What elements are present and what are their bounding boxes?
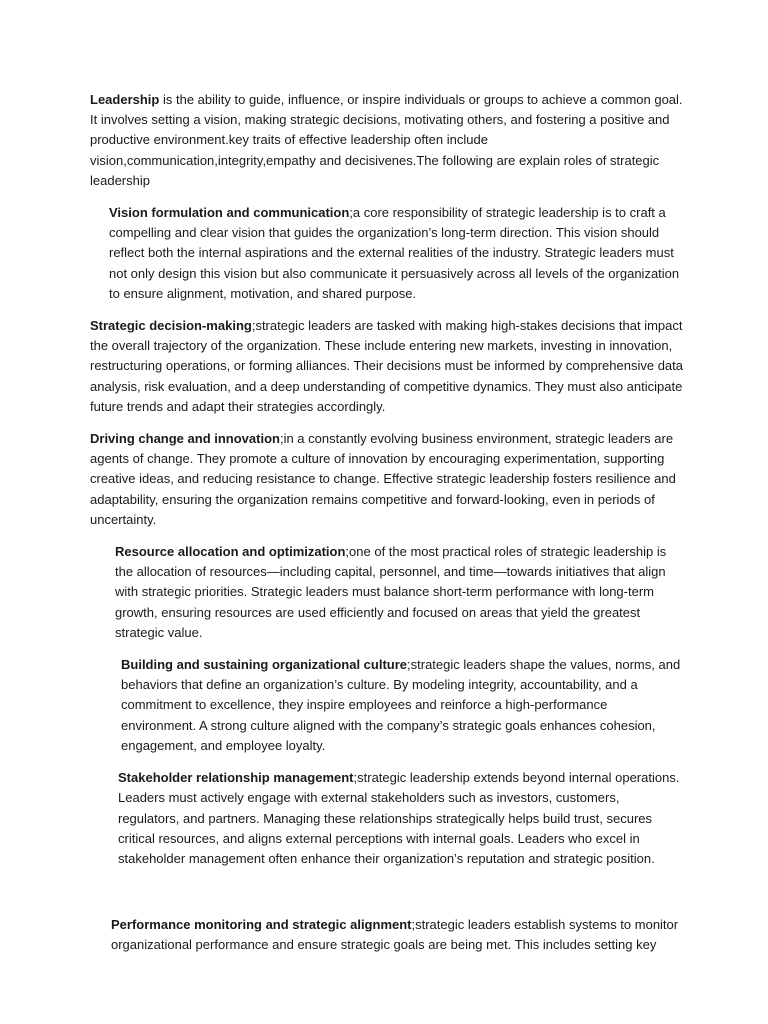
term-stakeholder-management: Stakeholder relationship management [118,770,354,786]
term-organizational-culture: Building and sustaining organizational culture [121,657,408,673]
paragraph-body: ;strategic leaders establish systems to monitor organizational performance and ensure strategic goals are being met. This includes setting key [111,917,679,953]
paragraph-body: ;strategic leaders are tasked with making high-stakes decisions that impact the overall trajectory of the organization. These include entering new markets, investing in innovation, restructuring operations, or forming alliances. Their decisions must be informed by comprehensive data analysis, risk evaluation, and a deep understanding of competitive dynamics. They must also anticipate future trends and adapt their strategies accordingly. [90,318,683,414]
term-strategic-decision-making: Strategic decision-making [90,318,252,334]
paragraph-body: ;strategic leadership extends beyond internal operations. Leaders must actively engage with external stakeholders such as investors, customers, regulators, and partners. Managing these relationships strategically helps build trust, secures critical resources, and aligns external perceptions with internal goals. Leaders who excel in stakeholder management often enhance their organization’s reputation and strategic position. [118,770,680,866]
term-performance-monitoring: Performance monitoring and strategic alignment [111,917,412,933]
paragraph-body: is the ability to guide, influence, or inspire individuals or groups to achieve a common goal. It involves setting a vision, making strategic decisions, motivating others, and fostering a positive and productive environment.key traits of effective leadership often include vision,communication,integrity,empathy and decisivenes.The following are explain roles of strategic leadership [90,92,683,188]
paragraph-body: ;in a constantly evolving business environment, strategic leaders are agents of change. They promote a culture of innovation by encouraging experimentation, supporting creative ideas, and reducing resistance to change. Effective strategic leadership fosters resilience and adaptability, ensuring the organization remains competitive and forward-looking, even in periods of uncertainty. [90,431,676,527]
paragraph-organizational-culture [90,655,684,756]
paragraph-resource-allocation [90,542,684,643]
paragraph-body: ;one of the most practical roles of strategic leadership is the allocation of resources—including capital, personnel, and time—towards initiatives that align with strategic priorities. Strategic leaders must balance short-term performance with long-term growth, ensuring resources are used efficiently and focused on areas that yield the greatest strategic value. [115,544,667,640]
term-driving-change: Driving change and innovation [90,431,280,447]
paragraph-driving-change [90,429,684,530]
term-leadership: Leadership [90,92,160,107]
paragraph-strategic-decision-making [90,316,684,417]
paragraph-body: ;strategic leaders shape the values, norms, and behaviors that define an organization’s culture. By modeling integrity, accountability, and a commitment to excellence, they inspire employees and reinforce a high-performance environment. A strong culture aligned with the company’s strategic goals enhances cohesion, engagement, and employee loyalty. [121,657,681,753]
paragraph-vision-formulation [90,203,684,304]
term-vision-formulation: Vision formulation and communication [109,205,350,221]
paragraph-leadership-intro [90,90,684,191]
paragraph-body: ;a core responsibility of strategic leadership is to craft a compelling and clear vision that guides the organization’s long-term direction. This vision should reflect both the internal aspirations and the external realities of the industry. Strategic leaders must not only design this vision but also communicate it persuasively across all levels of the organization to ensure alignment, motivation, and shared purpose. [109,205,680,301]
term-resource-allocation: Resource allocation and optimization [115,544,346,560]
paragraph-performance-monitoring [90,915,684,955]
paragraph-stakeholder-management [90,768,684,869]
